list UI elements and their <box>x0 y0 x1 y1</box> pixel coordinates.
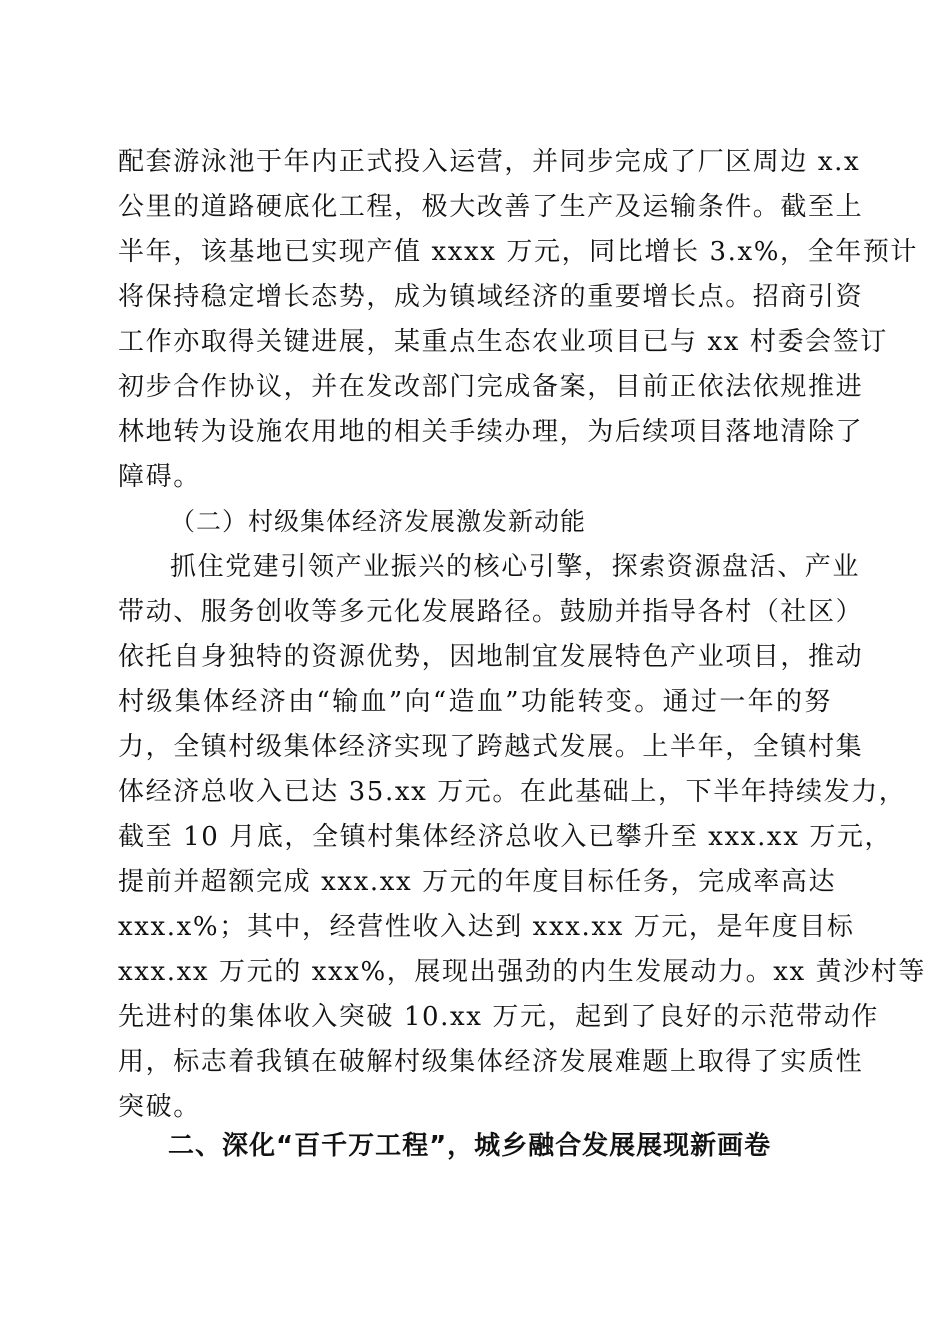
paragraph-line: 突破。 <box>118 1092 201 1122</box>
paragraph-line: 带动、服务创收等多元化发展路径。鼓励并指导各村（社区） <box>118 597 864 627</box>
paragraph-line: 体经济总收入已达 35.xx 万元。在此基础上，下半年持续发力， <box>118 777 907 807</box>
section-heading: 二、深化“百千万工程”，城乡融合发展展现新画卷 <box>168 1131 772 1161</box>
paragraph-line: 抓住党建引领产业振兴的核心引擎，探索资源盘活、产业 <box>170 552 861 582</box>
subheading-village-economy: （二）村级集体经济发展激发新动能 <box>170 507 587 536</box>
paragraph-line: 截至 10 月底，全镇村集体经济总收入已攀升至 xxx.xx 万元， <box>118 822 893 852</box>
paragraph-line: 提前并超额完成 xxx.xx 万元的年度目标任务，完成率高达 <box>118 867 837 897</box>
paragraph-line: 村级集体经济由“输血”向“造血”功能转变。通过一年的努 <box>118 687 832 717</box>
paragraph-line: 配套游泳池于年内正式投入运营，并同步完成了厂区周边 x.x <box>118 147 861 177</box>
paragraph-line: 半年，该基地已实现产值 xxxx 万元，同比增长 3.x%，全年预计 <box>118 237 919 267</box>
paragraph-line: 初步合作协议，并在发改部门完成备案，目前正依法依规推进 <box>118 372 864 402</box>
paragraph-line: 林地转为设施农用地的相关手续办理，为后续项目落地清除了 <box>118 417 864 447</box>
paragraph-line: 用，标志着我镇在破解村级集体经济发展难题上取得了实质性 <box>118 1047 864 1077</box>
paragraph-line: xxx.x%；其中，经营性收入达到 xxx.xx 万元，是年度目标 <box>118 912 855 942</box>
paragraph-line: 公里的道路硬底化工程，极大改善了生产及运输条件。截至上 <box>118 192 864 222</box>
paragraph-line: 先进村的集体收入突破 10.xx 万元，起到了良好的示范带动作 <box>118 1002 879 1032</box>
paragraph-line: 工作亦取得关键进展，某重点生态农业项目已与 xx 村委会签订 <box>118 327 888 357</box>
paragraph-line: 依托自身独特的资源优势，因地制宜发展特色产业项目，推动 <box>118 642 864 672</box>
paragraph-line: xxx.xx 万元的 xxx%，展现出强劲的内生发展动力。xx 黄沙村等 <box>118 957 926 987</box>
paragraph-line: 障碍。 <box>118 462 201 492</box>
paragraph-line: 将保持稳定增长态势，成为镇域经济的重要增长点。招商引资 <box>118 282 864 312</box>
paragraph-line: 力，全镇村级集体经济实现了跨越式发展。上半年，全镇村集 <box>118 732 864 762</box>
